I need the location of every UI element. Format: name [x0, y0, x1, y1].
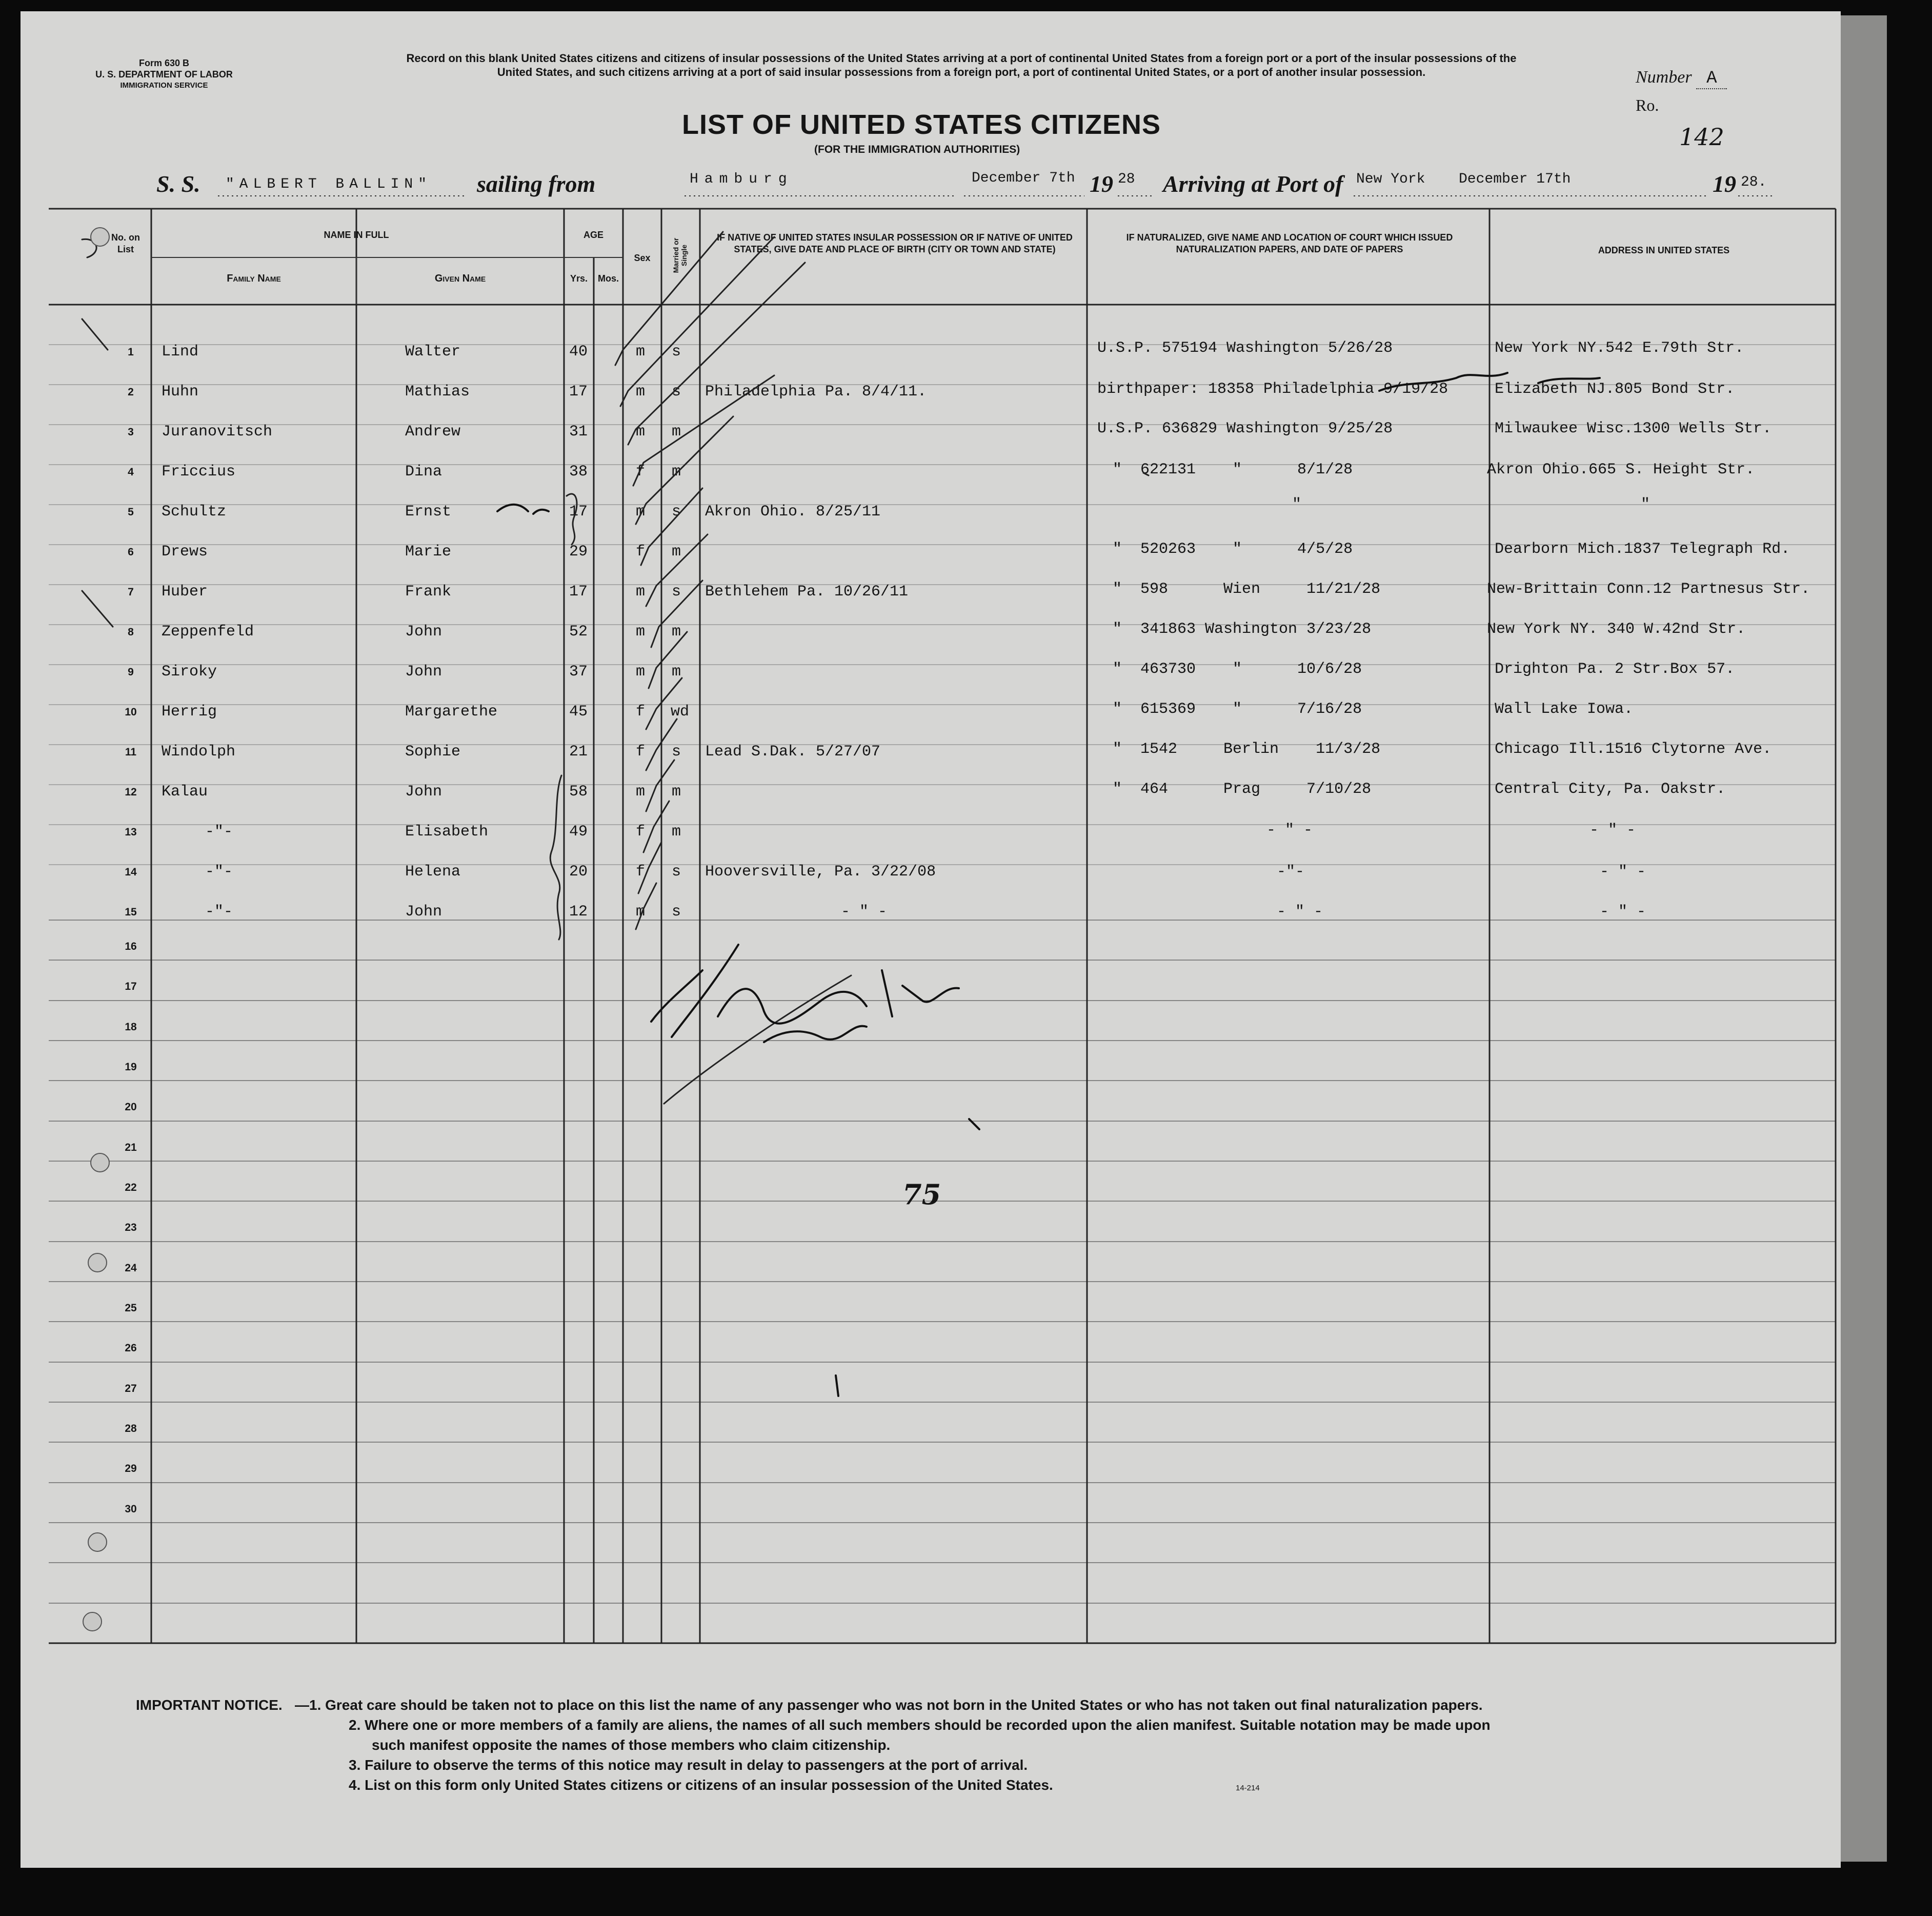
manifest-sheet: [21, 11, 1841, 1868]
us-address: New York NY.542 E.79th Str.: [1495, 340, 1744, 357]
row-number: 3: [128, 426, 134, 438]
given-name: John: [405, 663, 442, 681]
row-number: 25: [125, 1302, 137, 1314]
family-name: Huber: [162, 583, 208, 601]
page-number: 75: [902, 1178, 941, 1211]
row-number: 16: [125, 941, 137, 952]
us-address: Chicago Ill.1516 Clytorne Ave.: [1495, 741, 1772, 758]
row-number: 27: [125, 1383, 137, 1394]
sailing-label: sailing from: [477, 171, 596, 197]
given-name: Mathias: [405, 383, 470, 401]
family-name: Drews: [162, 543, 208, 561]
marital-status: s: [672, 583, 681, 601]
age-years: 45: [569, 703, 588, 721]
marital-status: m: [672, 663, 681, 681]
given-name: Dina: [405, 463, 442, 481]
sex: m: [636, 343, 646, 361]
sex: f: [636, 543, 646, 561]
sex: m: [636, 583, 646, 601]
given-name: John: [405, 903, 442, 921]
family-name: Juranovitsch: [162, 423, 273, 441]
naturalization-papers: " 341863 Washington 3/23/28: [1113, 621, 1372, 638]
age-years: 21: [569, 743, 588, 761]
us-address: - " -: [1600, 903, 1646, 921]
birth-place-date: Hooversville, Pa. 3/22/08: [705, 863, 936, 881]
age-years: 37: [569, 663, 588, 681]
header-naturalized: IF NATURALIZED, GIVE NAME AND LOCATION OF COURT WHICH ISSUED NATURALIZATION PAPERS, AND DATE OF PAPERS: [1126, 232, 1453, 254]
age-years: 52: [569, 623, 588, 641]
row-number: 10: [125, 706, 137, 718]
age-years: 17: [569, 583, 588, 601]
row-number: 2: [128, 386, 134, 398]
us-address: Akron Ohio.665 S. Height Str.: [1487, 461, 1755, 478]
family-name: -"-: [205, 823, 233, 841]
header-name-in-full: NAME IN FULL: [324, 230, 389, 240]
row-number: 1: [128, 346, 134, 358]
family-name: Windolph: [162, 743, 236, 761]
marital-status: wd: [671, 703, 690, 721]
naturalization-papers: " 615369 " 7/16/28: [1113, 701, 1362, 718]
family-name: Herrig: [162, 703, 217, 721]
page-title: LIST OF UNITED STATES CITIZENS: [682, 109, 1161, 140]
age-years: 31: [569, 423, 588, 441]
us-address: Wall Lake Iowa.: [1495, 701, 1634, 718]
us-address: - " -: [1589, 822, 1636, 839]
us-address: - " -: [1600, 863, 1646, 881]
ss-label: S. S.: [156, 171, 200, 197]
header-address: ADDRESS IN UNITED STATES: [1598, 245, 1730, 255]
header-married: Married or Single: [672, 237, 688, 273]
family-name: Zeppenfeld: [162, 623, 254, 641]
notice-item: 4. List on this form only United States citizens or citizens of an insular possession of the United States.: [349, 1777, 1053, 1793]
us-address: Dearborn Mich.1837 Telegraph Rd.: [1495, 541, 1790, 558]
row-number: 7: [128, 586, 134, 598]
form-code: 14-214: [1236, 1784, 1260, 1792]
naturalization-papers: " 1542 Berlin 11/3/28: [1113, 741, 1381, 758]
birth-place-date: Akron Ohio. 8/25/11: [705, 503, 881, 521]
sex: m: [636, 783, 646, 801]
marital-status: m: [672, 783, 681, 801]
ro-label: Ro.: [1636, 96, 1659, 114]
sex: m: [636, 623, 646, 641]
depart-year-prefix: 19: [1090, 171, 1113, 197]
binder-holes: [21, 11, 1841, 1868]
row-number: 17: [125, 981, 137, 992]
given-name: John: [405, 623, 442, 641]
service: IMMIGRATION SERVICE: [120, 81, 208, 90]
family-name: Huhn: [162, 383, 199, 401]
header-given-name: Given Name: [434, 273, 486, 284]
sex: m: [636, 903, 646, 921]
marital-status: s: [672, 863, 681, 881]
family-name: Friccius: [162, 463, 236, 481]
given-name: Elisabeth: [405, 823, 489, 841]
naturalization-papers: " 598 Wien 11/21/28: [1113, 581, 1381, 598]
marital-status: m: [672, 463, 681, 481]
intro-text: Record on this blank United States citizens and citizens of insular possessions of the United States arriving at a port of continental United States from a foreign port or a port of the insular possessions of the United States, and such citizens arriving at a port of said insular possessions from a foreign port, a port of continental United States, or a port of another insular possession.: [406, 52, 1517, 78]
naturalization-papers: " 622131 " 8/1/28: [1113, 461, 1353, 478]
naturalization-papers: birthpaper: 18358 Philadelphia 9/19/28: [1097, 381, 1448, 398]
family-name: -"-: [205, 903, 233, 921]
depart-date: December 7th: [972, 170, 1075, 186]
given-name: Frank: [405, 583, 452, 601]
row-number: 22: [125, 1182, 137, 1193]
birth-place-date: Lead S.Dak. 5/27/07: [705, 743, 881, 761]
row-number: 14: [125, 866, 137, 878]
us-address: Central City, Pa. Oakstr.: [1495, 781, 1726, 798]
age-years: 17: [569, 503, 588, 521]
marital-status: s: [672, 503, 681, 521]
marital-status: m: [672, 823, 681, 841]
notice-item: —1. Great care should be taken not to place on this list the name of any passenger who was not born in the United States or who has not taken out final naturalization papers.: [295, 1697, 1483, 1713]
age-years: 38: [569, 463, 588, 481]
sex: f: [636, 823, 646, 841]
family-name: Lind: [162, 343, 199, 361]
us-address: New York NY. 340 W.42nd Str.: [1487, 621, 1746, 638]
row-number: 29: [125, 1463, 137, 1474]
naturalization-papers: U.S.P. 636829 Washington 9/25/28: [1097, 420, 1393, 437]
us-address: Drighton Pa. 2 Str.Box 57.: [1495, 661, 1735, 678]
family-name: Siroky: [162, 663, 217, 681]
naturalization-papers: " 520263 " 4/5/28: [1113, 541, 1353, 558]
sex: m: [636, 663, 646, 681]
given-name: Marie: [405, 543, 452, 561]
family-name: Kalau: [162, 783, 208, 801]
sex: f: [636, 743, 646, 761]
ro-value: 142: [1679, 123, 1724, 151]
port-to: New York: [1356, 171, 1425, 187]
given-name: Andrew: [405, 423, 461, 441]
given-name: Sophie: [405, 743, 461, 761]
age-years: 17: [569, 383, 588, 401]
form-number: Form 630 B: [138, 58, 190, 68]
marital-status: m: [672, 423, 681, 441]
header-native: IF NATIVE OF UNITED STATES INSULAR POSSESSION OR IF NATIVE OF UNITED STATES, GIVE DATE AND PLACE OF BIRTH (CITY OR TOWN AND STATE): [717, 232, 1073, 254]
header-family-name: Family Name: [227, 273, 281, 284]
age-years: 12: [569, 903, 588, 921]
row-number: 13: [125, 826, 137, 838]
marital-status: m: [672, 543, 681, 561]
given-name: Ernst: [405, 503, 452, 521]
row-number: 20: [125, 1101, 137, 1113]
notice-item: 2. Where one or more members of a family are aliens, the names of all such members should be recorded upon the alien manifest. Suitable notation may be made upon: [349, 1717, 1491, 1733]
age-years: 29: [569, 543, 588, 561]
notice-item: such manifest opposite the names of those members who claim citizenship.: [372, 1737, 891, 1753]
us-address: ": [1641, 496, 1651, 513]
page-edge: [1841, 15, 1887, 1862]
row-number: 24: [125, 1262, 137, 1274]
age-years: 40: [569, 343, 588, 361]
row-number: 30: [125, 1503, 137, 1515]
arrive-date: December 17th: [1459, 171, 1571, 187]
row-number: 4: [128, 466, 134, 478]
row-number: 23: [125, 1222, 137, 1233]
given-name: Helena: [405, 863, 461, 881]
sex: f: [636, 703, 646, 721]
naturalization-papers: -"-: [1277, 863, 1305, 881]
arriving-label: Arriving at Port of: [1163, 171, 1343, 197]
sex: m: [636, 423, 646, 441]
marital-status: s: [672, 743, 681, 761]
marital-status: m: [672, 623, 681, 641]
ship-name: "ALBERT BALLIN": [226, 176, 432, 192]
given-name: Margarethe: [405, 703, 498, 721]
marital-status: s: [672, 343, 681, 361]
row-number: 18: [125, 1021, 137, 1033]
port-from: Hamburg: [690, 171, 793, 187]
naturalization-papers: " 464 Prag 7/10/28: [1113, 781, 1372, 798]
birth-place-date: - " -: [841, 903, 888, 921]
sex: m: [636, 503, 646, 521]
header-age: AGE: [583, 230, 603, 240]
us-address: New-Brittain Conn.12 Partnesus Str.: [1487, 581, 1810, 598]
us-address: Milwaukee Wisc.1300 Wells Str.: [1495, 420, 1772, 437]
sex: f: [636, 463, 646, 481]
department: U. S. DEPARTMENT OF LABOR: [95, 69, 233, 79]
header-sex: Sex: [634, 253, 651, 263]
header-mos: Mos.: [597, 273, 619, 284]
family-name: Schultz: [162, 503, 227, 521]
number-value: A: [1696, 69, 1727, 89]
notice-heading: IMPORTANT NOTICE.: [136, 1697, 283, 1713]
row-number: 26: [125, 1342, 137, 1354]
depart-year: 28: [1118, 171, 1135, 187]
naturalization-papers: - " -: [1266, 822, 1313, 839]
row-number: 6: [128, 546, 134, 558]
marital-status: s: [672, 903, 681, 921]
row-number: 5: [128, 506, 134, 518]
number-label: Number: [1636, 68, 1692, 87]
notice-item: 3. Failure to observe the terms of this notice may result in delay to passengers at the port of arrival.: [349, 1757, 1028, 1773]
sex: f: [636, 863, 646, 881]
family-name: -"-: [205, 863, 233, 881]
birth-place-date: Philadelphia Pa. 8/4/11.: [705, 383, 927, 401]
row-number: 28: [125, 1423, 137, 1434]
row-number: 11: [125, 746, 137, 758]
age-years: 58: [569, 783, 588, 801]
row-number: 8: [128, 626, 134, 638]
us-address: Elizabeth NJ.805 Bond Str.: [1495, 381, 1735, 398]
given-name: Walter: [405, 343, 461, 361]
arrive-year-prefix: 19: [1713, 171, 1736, 197]
header-yrs: Yrs.: [570, 273, 588, 284]
marital-status: s: [672, 383, 681, 401]
age-years: 20: [569, 863, 588, 881]
naturalization-papers: U.S.P. 575194 Washington 5/26/28: [1097, 340, 1393, 357]
naturalization-papers: " 463730 " 10/6/28: [1113, 661, 1362, 678]
row-number: 21: [125, 1142, 137, 1153]
birth-place-date: Bethlehem Pa. 10/26/11: [705, 583, 909, 601]
row-number: 19: [125, 1061, 137, 1073]
row-number: 12: [125, 786, 137, 798]
given-name: John: [405, 783, 442, 801]
page-subtitle: (FOR THE IMMIGRATION AUTHORITIES): [814, 144, 1020, 155]
naturalization-papers: ": [1292, 496, 1302, 513]
header-no: No. on List: [111, 232, 140, 254]
row-number: 9: [128, 666, 134, 678]
row-number: 15: [125, 906, 137, 918]
age-years: 49: [569, 823, 588, 841]
naturalization-papers: - " -: [1277, 903, 1323, 921]
sex: m: [636, 383, 646, 401]
arrive-year: 28.: [1741, 174, 1767, 190]
